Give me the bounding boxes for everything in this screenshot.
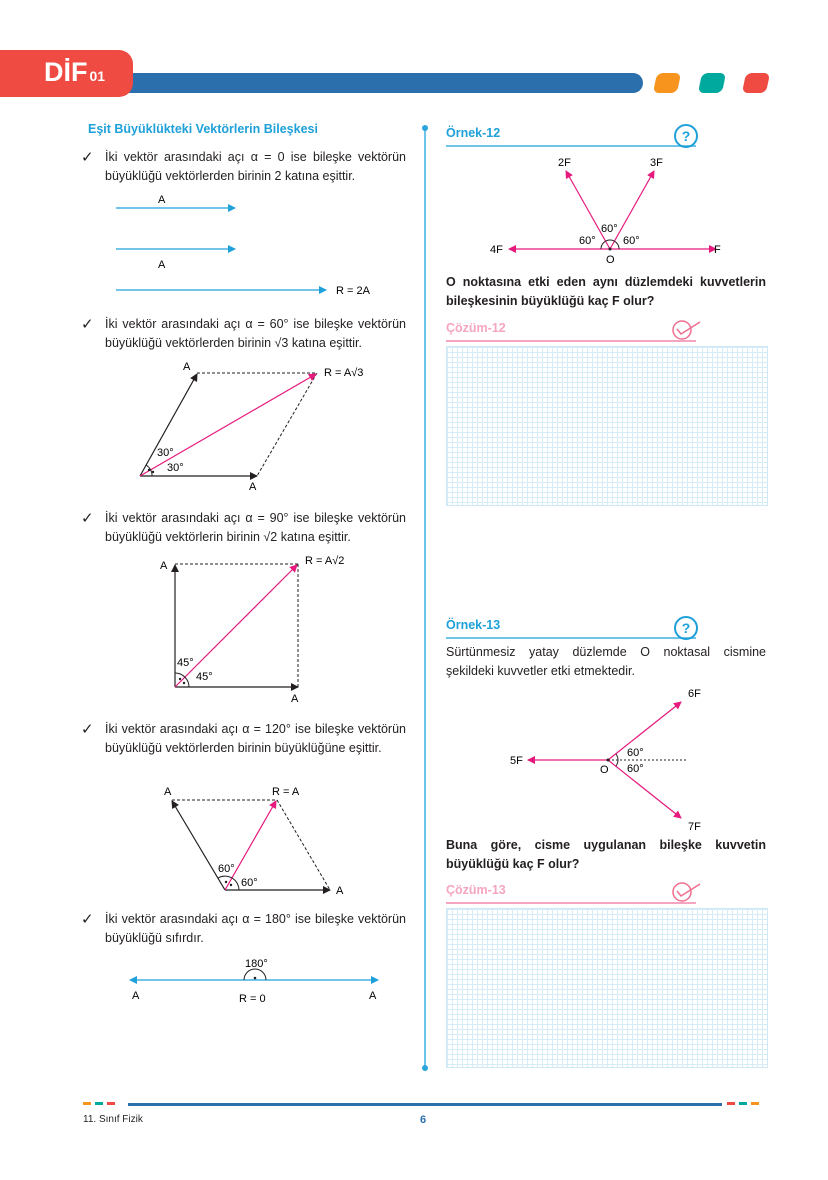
- figure-hundred-twenty-angle: [155, 780, 365, 900]
- bullet-0: ✓ İki vektör arasındaki açı α = 0 ise bileşke vektörün büyüklüğü vektörlerden birinin 2 katına eşittir.: [81, 149, 406, 183]
- solution-13-rule: [446, 902, 696, 904]
- example-13-question: Buna göre, cisme uygulanan bileşke kuvvetin büyüklüğü kaç F olur?: [446, 838, 766, 871]
- fig5-a-left: A: [132, 990, 140, 1002]
- footer-rule: [128, 1103, 722, 1106]
- ex12-angle-left: 60°: [579, 235, 596, 247]
- fig5-a-right: A: [369, 990, 377, 1002]
- check-icon: ✓: [81, 721, 94, 738]
- check-icon: ✓: [81, 510, 94, 527]
- ex12-label-f: F: [714, 244, 721, 256]
- ex13-label-6f: 6F: [688, 688, 701, 700]
- example-12-figure: [480, 150, 740, 265]
- example-13-intro: Sürtünmesiz yatay düzlemde O noktasal cismine şekildeki kuvvetler etki etmektedir.: [446, 645, 766, 678]
- question-icon: ?: [674, 124, 698, 148]
- figure-sixty-angle: [130, 358, 390, 498]
- fig2-result: R = A√3: [324, 367, 364, 379]
- check-icon: ✓: [81, 911, 94, 928]
- header-tab-orange: [653, 73, 681, 93]
- fig3-angle1: 45°: [177, 657, 194, 669]
- ex12-label-4f: 4F: [490, 244, 503, 256]
- example-13-rule: [446, 637, 696, 639]
- solution-13-title: Çözüm-13: [446, 883, 506, 897]
- fig4-angle1: 60°: [218, 863, 235, 875]
- bullet-1: ✓ İki vektör arasındaki açı α = 60° ise bileşke vektörün büyüklüğü vektörlerden birinin √3 katına eşittir.: [81, 316, 406, 350]
- page-number: 6: [420, 1114, 427, 1126]
- fig3-a-base: A: [291, 693, 299, 705]
- example-12-question: O noktasına etki eden aynı düzlemdeki kuvvetlerin bileşkesinin büyüklüğü kaç F olur?: [446, 275, 766, 308]
- divider-bottom-dot: [422, 1065, 428, 1071]
- divider-top-dot: [422, 125, 428, 131]
- ex12-label-3f: 3F: [650, 157, 663, 169]
- fig3-a-side: A: [160, 560, 168, 572]
- fig1-result: R = 2A: [336, 285, 370, 297]
- fig4-a-base: A: [336, 885, 344, 897]
- ex13-label-7f: 7F: [688, 821, 701, 833]
- figure-one-eighty-angle: [120, 952, 390, 1012]
- section-title: Eşit Büyüklükteki Vektörlerin Bileşkesi: [88, 122, 318, 136]
- ex13-angle-down: 60°: [627, 763, 644, 775]
- check-circle-icon: [670, 880, 704, 904]
- fig1-a-bottom: A: [158, 259, 166, 271]
- fig4-a-side: A: [164, 786, 172, 798]
- figure-ninety-angle: [150, 552, 370, 710]
- footer-dashes-right: [727, 1101, 771, 1108]
- ex12-label-2f: 2F: [558, 157, 571, 169]
- bullet-2: ✓ İki vektör arasındaki açı α = 90° ise bileşke vektörün büyüklüğü vektörlerin birinin √2 katına eşittir.: [81, 510, 406, 544]
- example-13-title: Örnek-13: [446, 618, 501, 632]
- solution-12-title: Çözüm-12: [446, 321, 506, 335]
- footer-book-title: 11. Sınıf Fizik: [83, 1114, 143, 1125]
- chapter-badge-label: DİF 01: [44, 57, 106, 87]
- column-divider: [424, 128, 426, 1068]
- fig2-angle2: 30°: [167, 462, 184, 474]
- ex13-label-5f: 5F: [510, 755, 523, 767]
- fig4-result: R = A: [272, 786, 300, 798]
- ex12-label-o: O: [606, 254, 615, 265]
- check-icon: ✓: [81, 149, 94, 166]
- ex13-label-o: O: [600, 764, 609, 776]
- check-icon: ✓: [81, 316, 94, 333]
- fig2-a-base: A: [249, 481, 257, 493]
- example-12-title: Örnek-12: [446, 126, 501, 140]
- example-12-rule: [446, 145, 696, 147]
- bullet-3: ✓ İki vektör arasındaki açı α = 120° ise bileşke vektörün büyüklüğü vektörlerden birinin büyüklüğüne eşittir.: [81, 721, 406, 755]
- solution-13-grid[interactable]: [446, 908, 768, 1068]
- ex12-angle-top: 60°: [601, 223, 618, 235]
- fig5-result: R = 0: [239, 993, 266, 1005]
- ex12-angle-right: 60°: [623, 235, 640, 247]
- header-tab-teal: [698, 73, 726, 93]
- example-13-figure: [500, 685, 730, 835]
- fig2-a-side: A: [183, 361, 191, 373]
- figure-zero-angle: [110, 190, 390, 302]
- header-bar: [108, 73, 643, 93]
- footer-dashes-left: [83, 1101, 127, 1108]
- fig5-angle: 180°: [245, 958, 268, 970]
- check-circle-icon: [670, 318, 704, 342]
- fig3-result: R = A√2: [305, 555, 345, 567]
- bullet-4: ✓ İki vektör arasındaki açı α = 180° ise bileşke vektörün büyüklüğü sıfırdır.: [81, 911, 406, 945]
- ex13-angle-up: 60°: [627, 747, 644, 759]
- question-icon: ?: [674, 616, 698, 640]
- fig4-angle2: 60°: [241, 877, 258, 889]
- fig1-a-top: A: [158, 194, 166, 206]
- fig2-angle1: 30°: [157, 447, 174, 459]
- solution-12-grid[interactable]: [446, 346, 768, 506]
- fig3-angle2: 45°: [196, 671, 213, 683]
- solution-12-rule: [446, 340, 696, 342]
- header-tab-red: [742, 73, 770, 93]
